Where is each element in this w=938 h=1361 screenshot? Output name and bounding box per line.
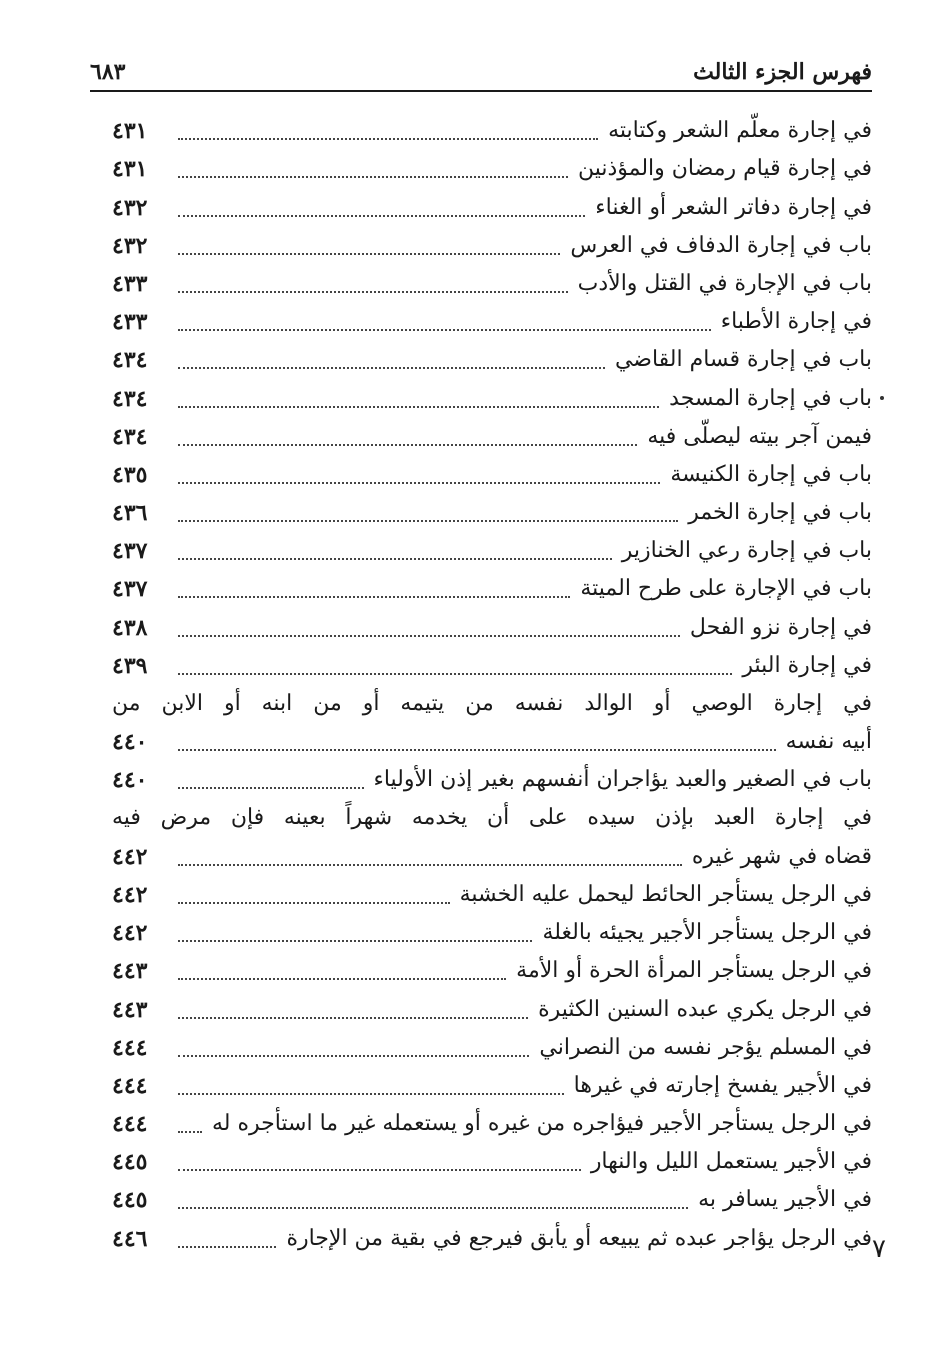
entry-page: ٤٣٢ bbox=[112, 194, 148, 221]
entry-title: في الرجل يؤاجر عبده ثم يبيعه أو يأبق فيرجع في بقية من الإجارة bbox=[286, 1225, 872, 1251]
entry-title: باب في الإجارة على طرح الميتة bbox=[580, 576, 872, 602]
index-entry bbox=[112, 1029, 872, 1067]
entry-page: ٤٤٣ bbox=[112, 958, 148, 985]
entry-title: في الأجير يسافر به bbox=[698, 1187, 872, 1213]
entry-page: ٤٤٢ bbox=[112, 920, 148, 947]
entry-title-line1: في إجارة الوصي أو الوالد نفسه من يتيمه أو من ابنه أو الابن من bbox=[112, 690, 872, 716]
dot-leader bbox=[178, 1093, 564, 1095]
entry-page: ٤٤٥ bbox=[112, 1187, 148, 1214]
entry-page: ٤٣٦ bbox=[112, 500, 148, 527]
entry-page: ٤٣٧ bbox=[112, 576, 148, 603]
entry-page: ٤٣١ bbox=[112, 156, 148, 183]
dot-leader bbox=[178, 1169, 581, 1171]
dot-leader bbox=[178, 329, 711, 331]
entry-page: ٤٣٤ bbox=[112, 423, 148, 450]
entry-title: في الرجل يستأجر الأجير يجيئه بالغلة bbox=[542, 920, 872, 946]
entry-title: باب في إجارة رعي الخنازير bbox=[621, 538, 872, 564]
entry-title-line2 bbox=[112, 723, 872, 761]
entry-title: باب في الصغير والعبد يؤاجران أنفسهم بغير إذن الأولياء bbox=[373, 767, 872, 793]
entry-title: في إجارة نزو الفحل bbox=[689, 614, 872, 640]
entry-title: في الرجل يستأجر الحائط ليحمل عليه الخشبة bbox=[459, 881, 872, 907]
index-entry bbox=[112, 1143, 872, 1181]
index-entry bbox=[112, 418, 872, 456]
dot-leader bbox=[178, 138, 598, 140]
index-entry bbox=[112, 876, 872, 914]
running-title: فهرس الجزء الثالث bbox=[693, 59, 872, 85]
dot-leader bbox=[178, 978, 506, 980]
index-entry bbox=[112, 990, 872, 1028]
entry-title: باب في إجارة المسجد bbox=[669, 385, 872, 411]
index-entry bbox=[112, 1105, 872, 1143]
index-entry bbox=[112, 150, 872, 188]
index-list bbox=[112, 112, 872, 1258]
dot-leader bbox=[178, 1017, 528, 1019]
index-entry bbox=[112, 227, 872, 265]
entry-page: ٤٤٤ bbox=[112, 1034, 148, 1061]
entry-title: في إجارة معلّم الشعر وكتابته bbox=[608, 118, 872, 144]
index-entry bbox=[112, 494, 872, 532]
index-entry bbox=[112, 761, 872, 799]
entry-page: ٤٤٠ bbox=[112, 767, 148, 794]
entry-title: فيمن آجر بيته ليصلّى فيه bbox=[647, 423, 872, 449]
entry-title: في إجارة دفاتر الشعر أو الغناء bbox=[595, 194, 872, 220]
index-entry bbox=[112, 532, 872, 570]
dot-leader bbox=[178, 864, 682, 866]
entry-title: في إجارة قيام رمضان والمؤذنين bbox=[577, 156, 872, 182]
dot-leader bbox=[178, 635, 680, 637]
index-entry bbox=[112, 265, 872, 303]
entry-page: ٤٣٤ bbox=[112, 347, 148, 374]
ink-speck bbox=[880, 396, 884, 400]
index-entry bbox=[112, 1181, 872, 1219]
dot-leader bbox=[178, 673, 732, 675]
index-entry bbox=[112, 456, 872, 494]
index-entry bbox=[112, 112, 872, 150]
entry-page: ٤٤٤ bbox=[112, 1072, 148, 1099]
index-entry bbox=[112, 341, 872, 379]
entry-page: ٤٣٣ bbox=[112, 309, 148, 336]
index-entry bbox=[112, 188, 872, 226]
index-entry bbox=[112, 685, 872, 761]
entry-title: باب في إجارة الكنيسة bbox=[670, 461, 872, 487]
entry-title: في الأجير يستعمل الليل والنهار bbox=[590, 1149, 872, 1175]
dot-leader bbox=[178, 176, 568, 178]
dot-leader bbox=[178, 291, 568, 293]
index-entry bbox=[112, 799, 872, 875]
index-entry bbox=[112, 914, 872, 952]
entry-page: ٤٤٠ bbox=[112, 729, 148, 756]
entry-page: ٤٣٣ bbox=[112, 270, 148, 297]
entry-title: باب في إجارة قسام القاضي bbox=[614, 347, 872, 373]
entry-title: أبيه نفسه bbox=[785, 729, 872, 755]
entry-page: ٤٣١ bbox=[112, 118, 148, 145]
index-entry bbox=[112, 1219, 872, 1257]
dot-leader bbox=[178, 1246, 276, 1248]
entry-title: في الرجل يستأجر المرأة الحرة أو الأمة bbox=[516, 958, 872, 984]
dot-leader bbox=[178, 367, 605, 369]
dot-leader bbox=[178, 1055, 529, 1057]
entry-title-line2 bbox=[112, 838, 872, 876]
entry-title: في المسلم يؤجر نفسه من النصراني bbox=[539, 1034, 872, 1060]
dot-leader bbox=[178, 558, 612, 560]
dot-leader bbox=[178, 596, 570, 598]
entry-page: ٤٣٢ bbox=[112, 232, 148, 259]
dot-leader bbox=[178, 1131, 202, 1133]
entry-page: ٤٤٢ bbox=[112, 881, 148, 908]
entry-title: في إجارة الأطباء bbox=[720, 309, 872, 335]
dot-leader bbox=[178, 444, 637, 446]
index-entry bbox=[112, 608, 872, 646]
index-entry bbox=[112, 647, 872, 685]
entry-title: في الرجل يكري عبده السنين الكثيرة bbox=[538, 996, 872, 1022]
dot-leader bbox=[178, 749, 776, 751]
index-entry bbox=[112, 570, 872, 608]
dot-leader bbox=[178, 406, 659, 408]
entry-title: باب في إجارة الخمر bbox=[688, 500, 872, 526]
dot-leader bbox=[178, 253, 560, 255]
entry-page: ٤٣٧ bbox=[112, 538, 148, 565]
page-number: ٦٨٣ bbox=[90, 59, 126, 85]
dot-leader bbox=[178, 1207, 688, 1209]
entry-page: ٤٤٥ bbox=[112, 1149, 148, 1176]
dot-leader bbox=[178, 215, 585, 217]
entry-page: ٤٤٦ bbox=[112, 1225, 148, 1252]
dot-leader bbox=[178, 520, 678, 522]
page-header bbox=[90, 54, 872, 92]
entry-title: قضاه في شهر غيره bbox=[691, 843, 872, 869]
entry-page: ٤٣٤ bbox=[112, 385, 148, 412]
entry-page: ٤٤٣ bbox=[112, 996, 148, 1023]
entry-title: باب في الإجارة في القتل والأدب bbox=[577, 270, 872, 296]
entry-title-line1: في إجارة العبد بإذن سيده على أن يخدمه شهراً بعينه فإن مرض فيه bbox=[112, 805, 872, 831]
entry-page: ٤٣٨ bbox=[112, 614, 148, 641]
entry-page: ٤٤٢ bbox=[112, 843, 148, 870]
dot-leader bbox=[178, 787, 364, 789]
dot-leader bbox=[178, 482, 660, 484]
entry-page: ٤٣٩ bbox=[112, 652, 148, 679]
index-entry bbox=[112, 303, 872, 341]
dot-leader bbox=[178, 940, 532, 942]
entry-title: باب في إجارة الدفاف في العرس bbox=[570, 232, 872, 258]
entry-title: في إجارة البئر bbox=[742, 652, 872, 678]
entry-title: في الرجل يستأجر الأجير فيؤاجره من غيره أو يستعمله غير ما استأجره له bbox=[211, 1111, 872, 1137]
index-entry bbox=[112, 1067, 872, 1105]
entry-page: ٤٣٥ bbox=[112, 461, 148, 488]
margin-mark: ٧ bbox=[872, 1234, 886, 1264]
dot-leader bbox=[178, 902, 450, 904]
entry-title: في الأجير يفسخ إجارته في غيرها bbox=[573, 1072, 872, 1098]
entry-page: ٤٤٤ bbox=[112, 1111, 148, 1138]
index-entry bbox=[112, 952, 872, 990]
index-entry bbox=[112, 379, 872, 417]
